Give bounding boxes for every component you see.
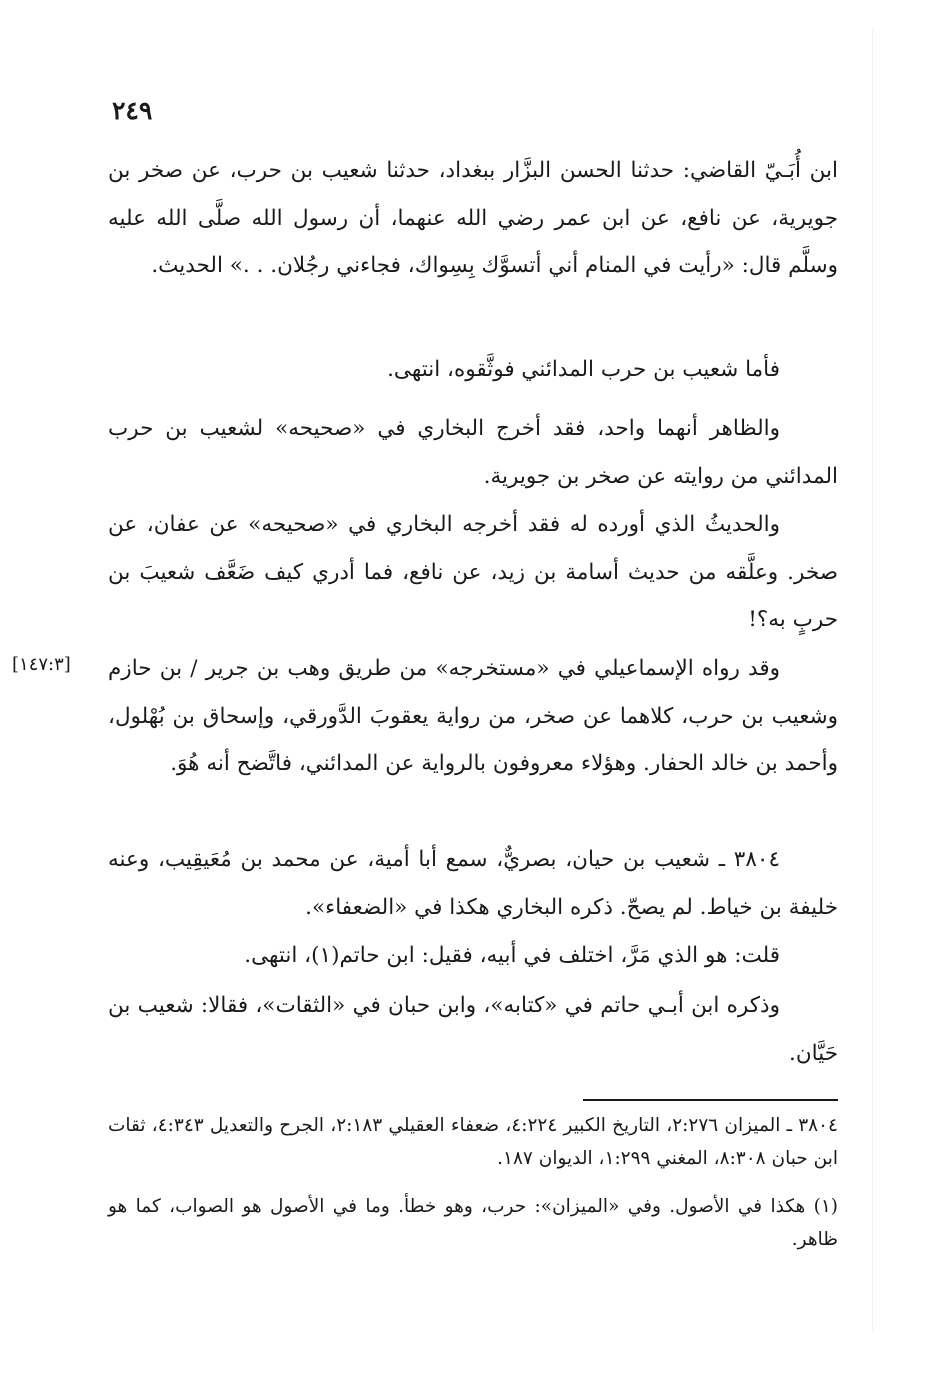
margin-reference: [١٤٧:٣] (12, 654, 71, 675)
paragraph-1: ابن أُبَـيّ القاضي: حدثنا الحسن البزَّار ببغداد، حدثنا شعيب بن حرب، عن صخر بن جويرية، عن نافع، عن ابن عمر رضي الله عنهما، أن رسول الله صلَّى الله عليه وسلَّم قال: «رأيت في المنام أني أتسوَّك بِسِواك، فجاءني رجُلان. . .» الحديث. (108, 158, 838, 278)
footnote-sources: ٣٨٠٤ ـ الميزان ٢:٢٧٦، التاريخ الكبير ٤:٢٢٤، ضعفاء العقيلي ٢:١٨٣، الجرح والتعديل ٤:٣٤٣، ثقات ابن حبان ٨:٣٠٨، المغني ١:٢٩٩، الديوان ١٨٧. (108, 1115, 838, 1169)
footnote-rule (583, 1099, 838, 1101)
paragraph-8: وذكره ابن أبـي حاتم في «كتابه»، وابن حبان في «الثقات»، فقالا: شعيب بن حَيَّان. (108, 993, 838, 1066)
paragraph-3: والظاهر أنهما واحد، فقد أخرج البخاري في «صحيحه» لشعيب بن حرب المدائني من روايته عن صخر بن جويرية. (108, 416, 838, 489)
footnote-1: (١) هكذا في الأصول. وفي «الميزان»: حرب، وهو خطأ. وما في الأصول هو الصواب، كما هو ظاهر. (108, 1196, 838, 1250)
paragraph-7: قلت: هو الذي مَرَّ، اختلف في أبيه، فقيل: ابن حاتم(١)، انتهى. (244, 943, 780, 968)
paragraph-5: وقد رواه الإسماعيلي في «مستخرجه» من طريق وهب بن جرير / بن حازم وشعيب بن حرب، كلاهما عن صخر، من رواية يعقوبَ الدَّورقي، وإسحاق بن بُهْلول، وأحمد بن خالد الحفار. وهؤلاء معروفون بالرواية عن المدائني، فاتَّضح أنه هُوَ. (108, 656, 838, 776)
page-number: ٢٤٩ (112, 96, 153, 125)
scan-edge (872, 30, 873, 1330)
paragraph-2: فأما شعيب بن حرب المدائني فوثَّقوه، انتهى. (387, 357, 780, 382)
entry-3804: ٣٨٠٤ ـ شعيب بن حيان، بصريٌّ، سمع أبا أمية، عن محمد بن مُعَيقِيب، وعنه خليفة بن خياط. لم يصحّ. ذكره البخاري هكذا في «الضعفاء». (108, 847, 838, 920)
paragraph-4: والحديثُ الذي أورده له فقد أخرجه البخاري في «صحيحه» عن عفان، عن صخر. وعلَّقه من حديث أسامة بن زيد، عن نافع، فما أدري كيف ضَعَّف شعيبَ بن حربٍ به؟! (108, 512, 838, 632)
